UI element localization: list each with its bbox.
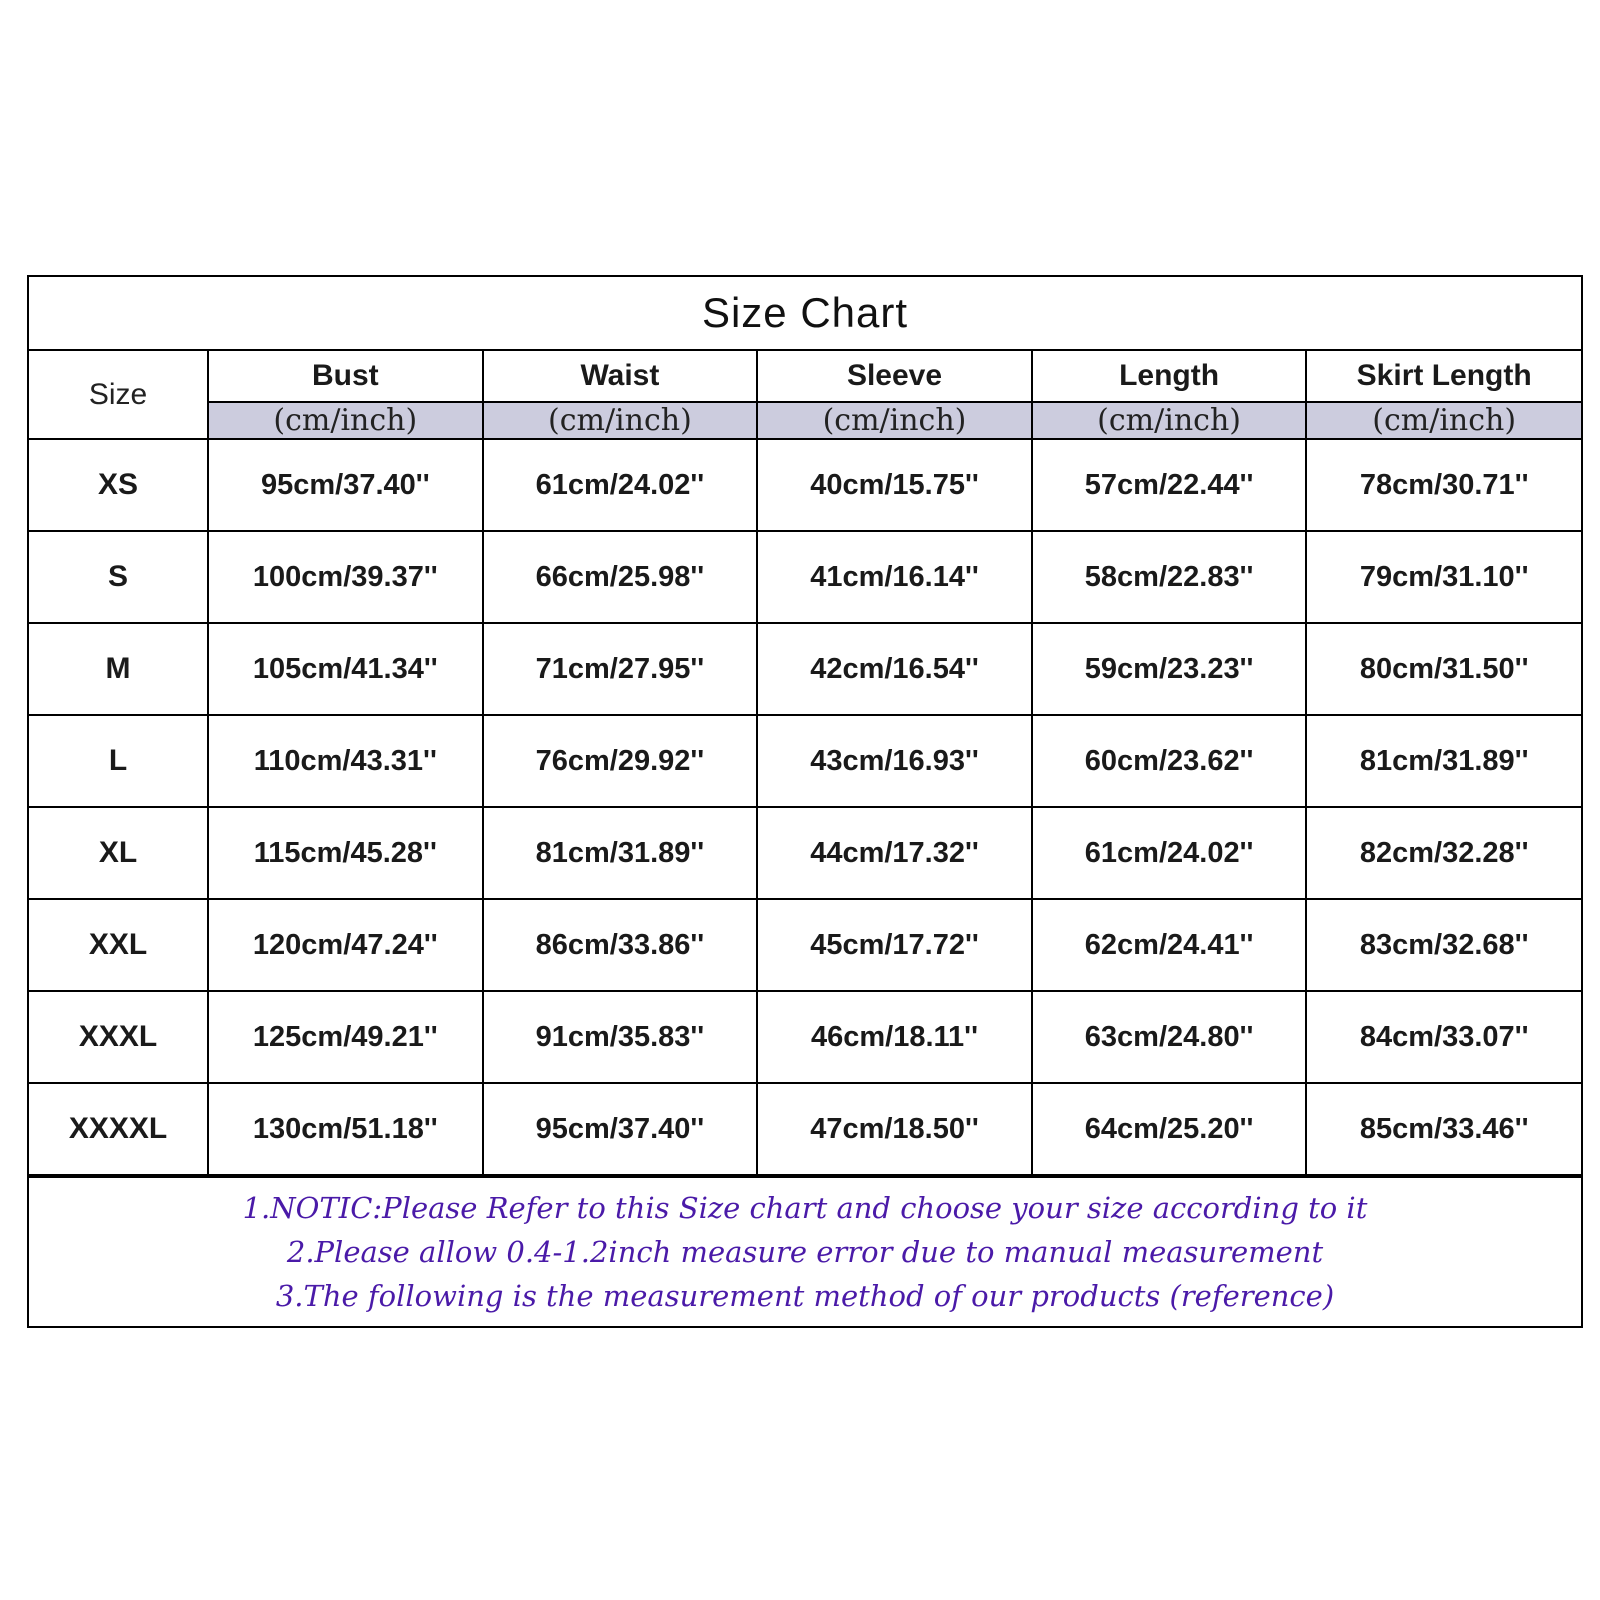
length-value: 62cm/24.41''	[1032, 899, 1307, 991]
table-row	[29, 807, 1581, 899]
waist-value: 81cm/31.89''	[483, 807, 758, 899]
bust-value: 130cm/51.18''	[208, 1083, 483, 1175]
bust-value: 120cm/47.24''	[208, 899, 483, 991]
column-header-length: Length	[1032, 351, 1307, 402]
waist-value: 66cm/25.98''	[483, 531, 758, 623]
skirt-length-value: 85cm/33.46''	[1306, 1083, 1581, 1175]
note-line: 3.The following is the measurement method of our products (reference)	[275, 1279, 1335, 1313]
sleeve-value: 40cm/15.75''	[757, 439, 1032, 531]
skirt-length-value: 79cm/31.10''	[1306, 531, 1581, 623]
sleeve-value: 42cm/16.54''	[757, 623, 1032, 715]
unit-label-length: (cm/inch)	[1032, 402, 1307, 439]
column-header-waist: Waist	[483, 351, 758, 402]
unit-label-waist: (cm/inch)	[483, 402, 758, 439]
size-label: XXXL	[29, 991, 208, 1083]
note-line: 2.Please allow 0.4-1.2inch measure error due to manual measurement	[286, 1235, 1324, 1269]
size-table	[29, 351, 1581, 1176]
waist-value: 61cm/24.02''	[483, 439, 758, 531]
unit-label-skirt-length: (cm/inch)	[1306, 402, 1581, 439]
sleeve-value: 43cm/16.93''	[757, 715, 1032, 807]
table-row	[29, 531, 1581, 623]
column-header-sleeve: Sleeve	[757, 351, 1032, 402]
size-label: L	[29, 715, 208, 807]
bust-value: 100cm/39.37''	[208, 531, 483, 623]
notes-section	[29, 1176, 1581, 1326]
length-value: 59cm/23.23''	[1032, 623, 1307, 715]
waist-value: 76cm/29.92''	[483, 715, 758, 807]
waist-value: 95cm/37.40''	[483, 1083, 758, 1175]
bust-value: 125cm/49.21''	[208, 991, 483, 1083]
table-row	[29, 623, 1581, 715]
size-label: S	[29, 531, 208, 623]
table-row	[29, 991, 1581, 1083]
size-label: XXL	[29, 899, 208, 991]
waist-value: 86cm/33.86''	[483, 899, 758, 991]
length-value: 61cm/24.02''	[1032, 807, 1307, 899]
size-label: XL	[29, 807, 208, 899]
size-label: XXXXL	[29, 1083, 208, 1175]
skirt-length-value: 81cm/31.89''	[1306, 715, 1581, 807]
table-header	[29, 351, 1581, 439]
skirt-length-value: 78cm/30.71''	[1306, 439, 1581, 531]
waist-value: 91cm/35.83''	[483, 991, 758, 1083]
table-row	[29, 439, 1581, 531]
length-value: 60cm/23.62''	[1032, 715, 1307, 807]
table-body	[29, 439, 1581, 1175]
note-line: 1.NOTIC:Please Refer to this Size chart and choose your size according to it	[242, 1191, 1368, 1225]
bust-value: 115cm/45.28''	[208, 807, 483, 899]
skirt-length-value: 80cm/31.50''	[1306, 623, 1581, 715]
length-value: 58cm/22.83''	[1032, 531, 1307, 623]
length-value: 63cm/24.80''	[1032, 991, 1307, 1083]
skirt-length-value: 83cm/32.68''	[1306, 899, 1581, 991]
column-header-skirt-length: Skirt Length	[1306, 351, 1581, 402]
length-value: 64cm/25.20''	[1032, 1083, 1307, 1175]
size-label: M	[29, 623, 208, 715]
bust-value: 110cm/43.31''	[208, 715, 483, 807]
size-chart	[27, 275, 1583, 1328]
skirt-length-value: 84cm/33.07''	[1306, 991, 1581, 1083]
bust-value: 105cm/41.34''	[208, 623, 483, 715]
bust-value: 95cm/37.40''	[208, 439, 483, 531]
table-row	[29, 1083, 1581, 1175]
sleeve-value: 47cm/18.50''	[757, 1083, 1032, 1175]
chart-title: Size Chart	[29, 277, 1581, 351]
table-row	[29, 715, 1581, 807]
sleeve-value: 41cm/16.14''	[757, 531, 1032, 623]
column-header-bust: Bust	[208, 351, 483, 402]
waist-value: 71cm/27.95''	[483, 623, 758, 715]
sleeve-value: 44cm/17.32''	[757, 807, 1032, 899]
sleeve-value: 45cm/17.72''	[757, 899, 1032, 991]
length-value: 57cm/22.44''	[1032, 439, 1307, 531]
unit-label-sleeve: (cm/inch)	[757, 402, 1032, 439]
table-row	[29, 899, 1581, 991]
size-label: XS	[29, 439, 208, 531]
unit-label-bust: (cm/inch)	[208, 402, 483, 439]
size-column-header: Size	[29, 351, 208, 439]
sleeve-value: 46cm/18.11''	[757, 991, 1032, 1083]
skirt-length-value: 82cm/32.28''	[1306, 807, 1581, 899]
